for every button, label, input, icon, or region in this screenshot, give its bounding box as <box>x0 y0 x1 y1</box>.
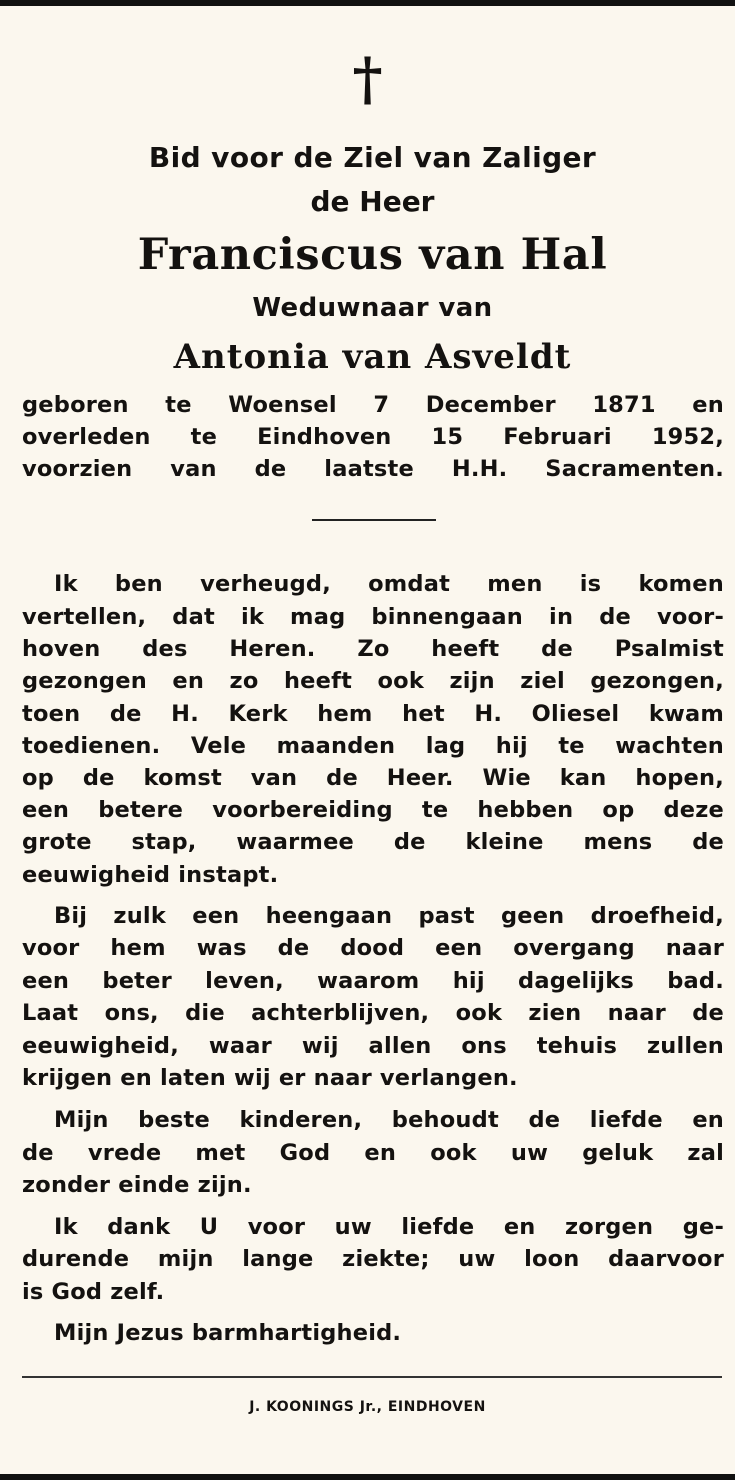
top-border <box>0 0 735 6</box>
paragraph-3-line: zonder einde zijn. <box>22 1172 252 1198</box>
prayer-line: Bid voor de Ziel van Zaliger <box>148 141 597 174</box>
paragraph-1-line: gezongen en zo heeft ook zijn ziel gezongen, <box>22 668 724 694</box>
paragraph-1-line: toedienen. Vele maanden lag hij te wachten <box>22 733 724 759</box>
paragraph-3-line: de vrede met God en ook uw geluk zal <box>22 1140 724 1166</box>
divider <box>312 519 436 521</box>
dates-line: overleden te Eindhoven 15 Februari 1952, <box>22 424 724 450</box>
paragraph-1-line: toen de H. Kerk hem het H. Oliesel kwam <box>22 701 724 727</box>
paragraph-3-line: Mijn beste kinderen, behoudt de liefde en <box>54 1107 724 1133</box>
paragraph-2-line: Laat ons, die achterblijven, ook zien naar de <box>22 1000 724 1026</box>
paragraph-1-line: eeuwigheid instapt. <box>22 862 279 888</box>
spouse-name: Antonia van Asveldt <box>173 337 572 377</box>
cross-icon: † <box>352 45 383 113</box>
paragraph-1-line: grote stap, waarmee de kleine mens de <box>22 829 724 855</box>
paragraph-2-line: eeuwigheid, waar wij allen ons tehuis zullen <box>22 1033 724 1059</box>
paragraph-1-line: op de komst van de Heer. Wie kan hopen, <box>22 765 724 791</box>
printer-imprint: J. KOONINGS Jr., EINDHOVEN <box>249 1399 486 1415</box>
dates-line: voorzien van de laatste H.H. Sacramenten. <box>22 456 724 482</box>
paragraph-2-line: een beter leven, waarom hij dagelijks bad. <box>22 968 724 994</box>
paragraph-2-line: voor hem was de dood een overgang naar <box>22 935 724 961</box>
paragraph-4-line: durende mijn lange ziekte; uw loon daarvoor <box>22 1246 724 1272</box>
dates-line: geboren te Woensel 7 December 1871 en <box>22 392 724 418</box>
bottom-rule <box>22 1376 722 1378</box>
widower-label: Weduwnaar van <box>252 293 493 323</box>
closing-line: Mijn Jezus barmhartigheid. <box>54 1320 402 1346</box>
deceased-name: Franciscus van Hal <box>137 230 608 280</box>
paragraph-1-line: vertellen, dat ik mag binnengaan in de voor- <box>22 604 724 630</box>
paragraph-2-line: Bij zulk een heengaan past geen droefheid, <box>54 903 724 929</box>
bottom-border <box>0 1474 735 1480</box>
paragraph-4-line: is God zelf. <box>22 1279 165 1305</box>
honorific-line: de Heer <box>310 185 435 218</box>
paragraph-4-line: Ik dank U voor uw liefde en zorgen ge- <box>54 1214 724 1240</box>
paragraph-1-line: een betere voorbereiding te hebben op deze <box>22 797 724 823</box>
paragraph-1-line: hoven des Heren. Zo heeft de Psalmist <box>22 636 724 662</box>
paragraph-2-line: krijgen en laten wij er naar verlangen. <box>22 1065 518 1091</box>
paragraph-1-line: Ik ben verheugd, omdat men is komen <box>54 571 724 597</box>
